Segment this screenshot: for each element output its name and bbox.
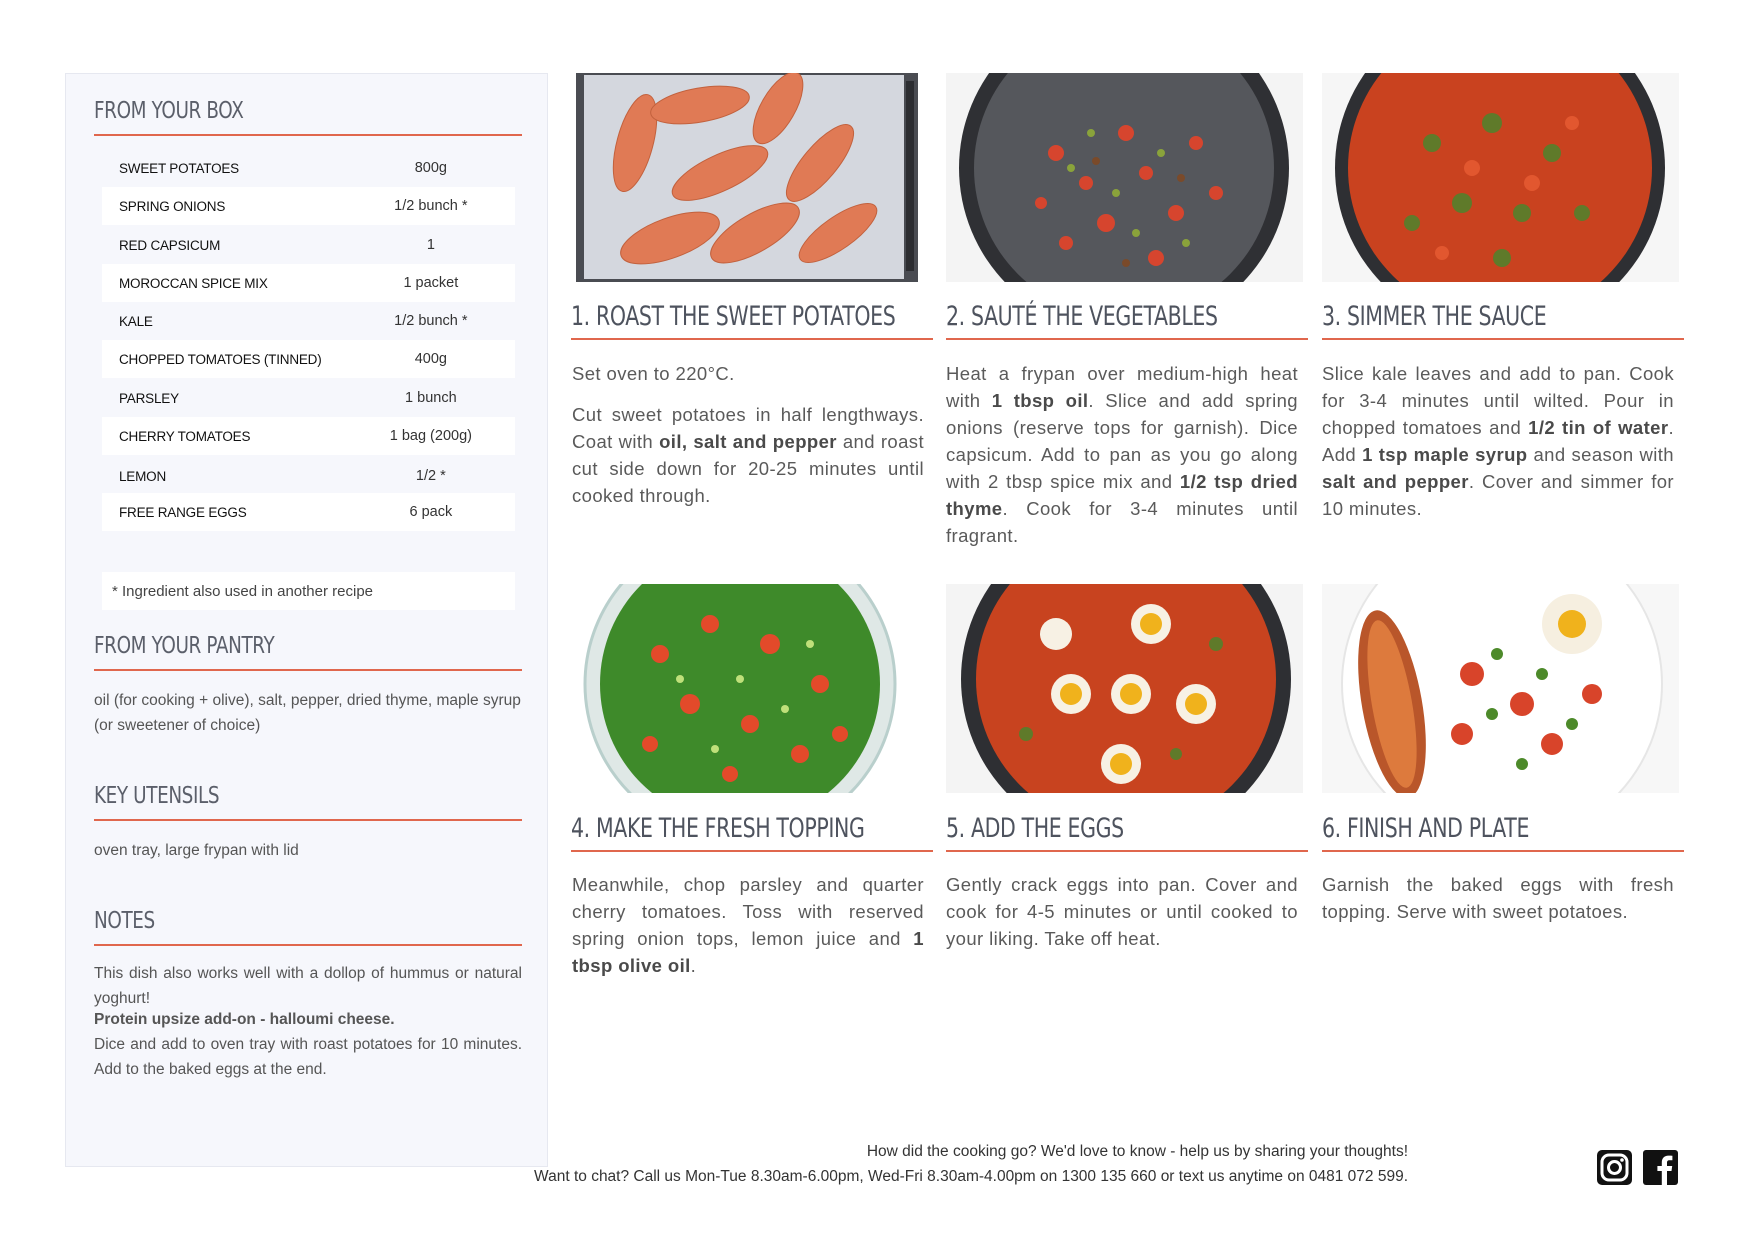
step-1-text xyxy=(572,360,924,523)
step-2-rule xyxy=(946,338,1308,340)
ingredient-name: CHERRY TOMATOES xyxy=(119,428,251,444)
utensils-text: oven tray, large frypan with lid xyxy=(94,842,299,859)
instagram-icon[interactable] xyxy=(1597,1150,1632,1185)
step-4-para: Meanwhile, chop parsley and quarter cherry tomatoes. Toss with reserved spring onion tops, lemon juice and 1 tbsp olive oil. xyxy=(572,874,924,976)
ingredient-name: SPRING ONIONS xyxy=(119,198,226,214)
notes-addon-title-text: Protein upsize add-on - halloumi cheese. xyxy=(94,1011,395,1028)
notes-heading: NOTES xyxy=(94,908,155,934)
notes-addon-text: Dice and add to oven tray with roast potatoes for 10 minutes. Add to the baked eggs at the end. xyxy=(94,1036,522,1078)
step-6-rule xyxy=(1322,850,1684,852)
ingredient-name: SWEET POTATOES xyxy=(119,160,239,176)
step-5-para: Gently crack eggs into pan. Cover and cook for 4-5 minutes or until cooked to your liking. Take off heat. xyxy=(946,874,1298,949)
ingredient-row xyxy=(102,149,515,187)
footer-feedback: How did the cooking go? We'd love to know - help us by sharing your thoughts! xyxy=(866,1143,1408,1160)
ingredient-row xyxy=(102,264,515,302)
ingredient-name: CHOPPED TOMATOES (TINNED) xyxy=(119,351,322,367)
step-6-text xyxy=(1322,871,1674,939)
ingredient-row xyxy=(102,187,515,225)
step-1-title: 1. ROAST THE SWEET POTATOES xyxy=(571,301,896,332)
footer-contact: Want to chat? Call us Mon-Tue 8.30am-6.00pm, Wed-Fri 8.30am-4.00pm on 1300 135 660 or text us anytime on 0481 072 599. xyxy=(534,1168,1408,1185)
ingredient-name: KALE xyxy=(119,313,153,329)
pantry-text: oil (for cooking + olive), salt, pepper, dried thyme, maple syrup (or sweetener of choice) xyxy=(94,692,521,734)
step-6-title: 6. FINISH AND PLATE xyxy=(1322,813,1530,844)
notes-text: This dish also works well with a dollop of hummus or natural yoghurt! xyxy=(94,965,522,1007)
step-4-text xyxy=(572,871,924,993)
ingredient-row xyxy=(102,379,515,417)
step-1-rule xyxy=(571,338,933,340)
ingredient-qty: 1 xyxy=(426,237,435,253)
step-3-text xyxy=(1322,360,1674,536)
pantry-heading-rule xyxy=(94,669,522,671)
ingredient-row xyxy=(102,457,515,495)
step-3-rule xyxy=(1322,338,1684,340)
ingredient-name: PARSLEY xyxy=(119,390,179,406)
pantry-heading: FROM YOUR PANTRY xyxy=(94,633,275,659)
step-5-text xyxy=(946,871,1298,966)
step-6-photo xyxy=(1322,584,1679,793)
sidebar xyxy=(65,73,548,1167)
box-heading: FROM YOUR BOX xyxy=(94,98,244,124)
box-heading-rule xyxy=(94,134,522,136)
step-3-title: 3. SIMMER THE SAUCE xyxy=(1322,301,1547,332)
ingredient-qty: 6 pack xyxy=(409,504,453,520)
step-5-photo xyxy=(946,584,1303,793)
step-6-para: Garnish the baked eggs with fresh topping. Serve with sweet potatoes. xyxy=(1322,874,1674,922)
step-4-photo xyxy=(570,584,927,793)
step-1-para-2: Cut sweet potatoes in half lengthways. Coat with oil, salt and pepper and roast cut side down for 20-25 minutes until cooked through. xyxy=(572,404,924,506)
ingredient-row xyxy=(102,493,515,531)
ingredient-name: LEMON xyxy=(119,468,167,484)
step-3-photo xyxy=(1322,73,1679,282)
step-2-photo xyxy=(946,73,1303,282)
step-4-title: 4. MAKE THE FRESH TOPPING xyxy=(571,813,865,844)
ingredient-footnote: * Ingredient also used in another recipe xyxy=(102,572,515,610)
step-5-title: 5. ADD THE EGGS xyxy=(946,813,1124,844)
ingredient-name: FREE RANGE EGGS xyxy=(119,504,247,520)
ingredient-row xyxy=(102,226,515,264)
ingredient-qty: 1 bunch xyxy=(405,390,457,406)
notes-heading-rule xyxy=(94,944,522,946)
step-1-para-1: Set oven to 220°C. xyxy=(572,363,735,384)
ingredient-name: RED CAPSICUM xyxy=(119,237,221,253)
step-5-rule xyxy=(946,850,1308,852)
utensils-heading-rule xyxy=(94,819,522,821)
ingredient-qty: 1 bag (200g) xyxy=(389,428,472,444)
step-4-rule xyxy=(571,850,933,852)
step-2-para: Heat a frypan over medium-high heat with 1 tbsp oil. Slice and add spring onions (reserve tops for garnish). Dice capsicum. Add to pan as you go along with 2 tbsp spice mix and 1/2 tsp dried thyme. Cook for 3-4 minutes until fragrant. xyxy=(946,363,1298,546)
step-2-title: 2. SAUTÉ THE VEGETABLES xyxy=(946,301,1218,332)
ingredient-qty: 1/2 * xyxy=(415,468,446,484)
step-2-text xyxy=(946,360,1298,563)
ingredient-qty: 1/2 bunch * xyxy=(394,313,468,329)
ingredient-row xyxy=(102,417,515,455)
ingredient-qty: 1/2 bunch * xyxy=(394,198,468,214)
step-1-photo xyxy=(570,73,927,282)
ingredient-row xyxy=(102,340,515,378)
ingredient-qty: 800g xyxy=(414,160,447,176)
ingredient-row xyxy=(102,302,515,340)
ingredient-qty: 1 packet xyxy=(403,275,459,291)
utensils-heading: KEY UTENSILS xyxy=(94,783,220,809)
ingredient-name: MOROCCAN SPICE MIX xyxy=(119,275,268,291)
notes-addon-title xyxy=(94,1007,522,1032)
step-3-para: Slice kale leaves and add to pan. Cook for 3-4 minutes until wilted. Pour in chopped tomatoes and 1/2 tin of water. Add 1 tsp maple syrup and season with salt and pepper. Cover and simmer for 10 minutes. xyxy=(1322,363,1674,519)
ingredient-qty: 400g xyxy=(414,351,447,367)
facebook-icon[interactable] xyxy=(1643,1150,1678,1185)
